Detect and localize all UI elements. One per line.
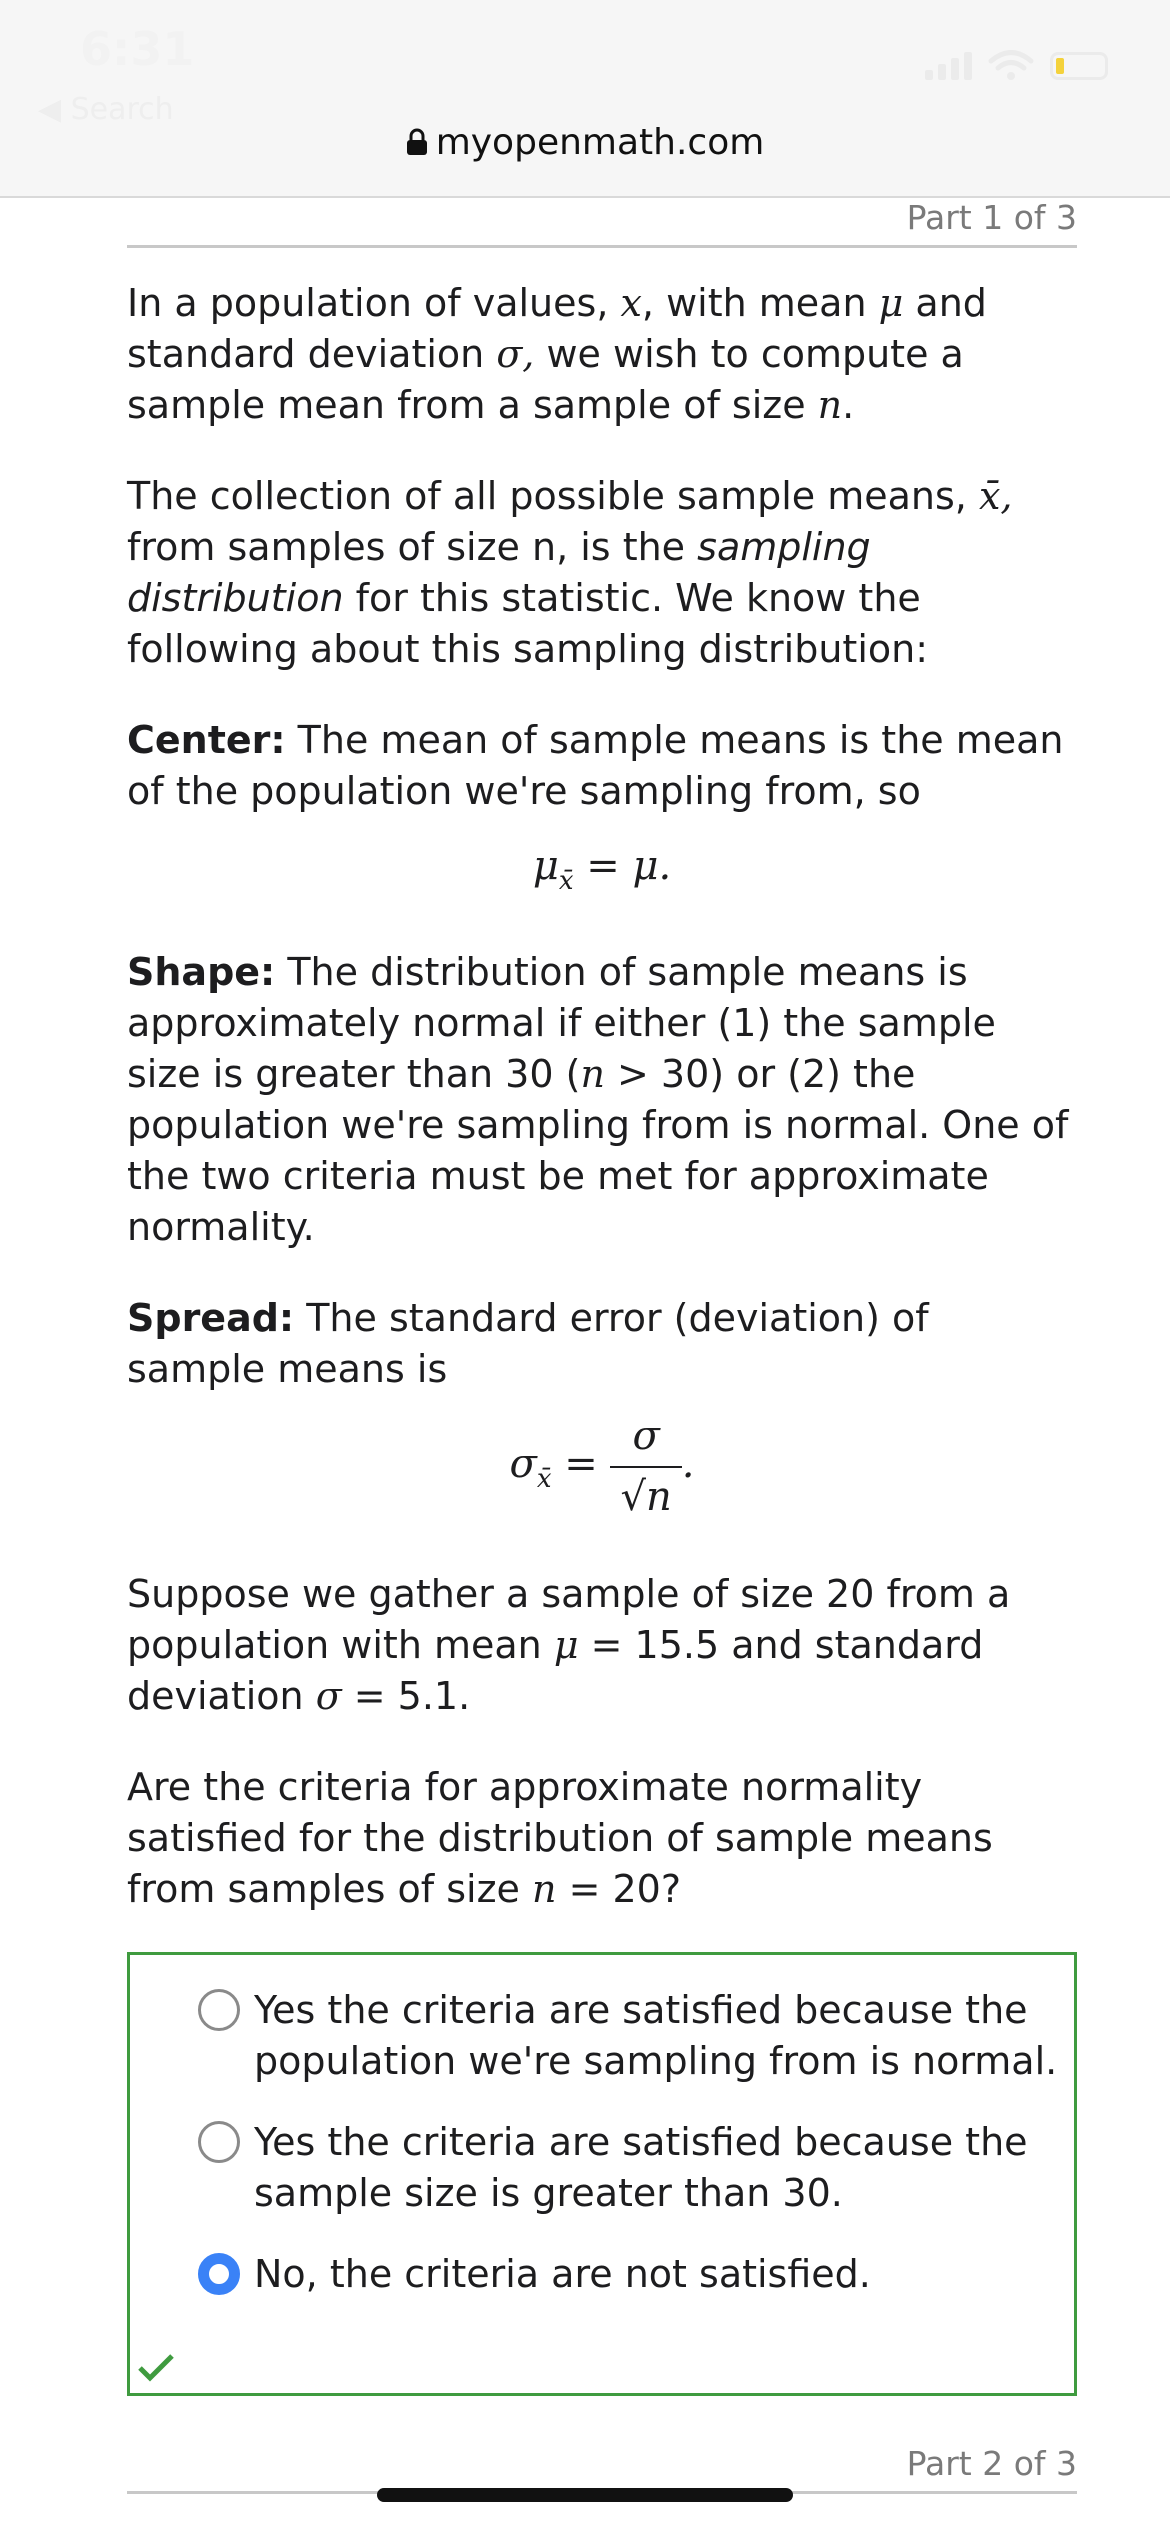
answer-option-1[interactable]: [198, 1985, 1058, 2087]
wifi-icon: [988, 50, 1034, 80]
radio-button-2[interactable]: [198, 2121, 240, 2163]
browser-header: [0, 0, 1170, 198]
back-to-search-link[interactable]: ◀ Search: [38, 92, 174, 127]
answer-option-3[interactable]: [198, 2249, 1058, 2300]
cellular-signal-icon: [925, 52, 972, 80]
shape-paragraph: Shape: The distribution of sample means is approximately normal if either (1) the sample size is greater than 30 (n > 30) or (2) the population we're sampling from is normal. One of the two criteria must be met for approximate normality.: [127, 950, 1069, 1249]
spread-paragraph: Spread: The standard error (deviation) of sample means is: [127, 1296, 929, 1391]
answer-choices: [127, 1952, 1077, 2396]
problem-paragraph: Suppose we gather a sample of size 20 from a population with mean μ = 15.5 and standard deviation σ = 5.1.: [127, 1572, 1011, 1718]
system-icons: [925, 50, 1108, 80]
answer-option-label: Yes the criteria are satisfied because the population we're sampling from is normal.: [254, 1988, 1058, 2083]
lock-icon: [406, 128, 428, 156]
intro-paragraph-1: In a population of values, x, with mean μ and standard deviation σ, we wish to compute a sample mean from a sample of size n.: [127, 281, 987, 427]
question-content: [127, 278, 1077, 1955]
answer-option-label: Yes the criteria are satisfied because the sample size is greater than 30.: [254, 2120, 1028, 2215]
center-formula: $\mu_{x̄} = \mu$.: [532, 843, 672, 896]
center-paragraph: Center: The mean of sample means is the mean of the population we're sampling from, so: [127, 718, 1064, 813]
intro-paragraph-2: The collection of all possible sample means, x̄, from samples of size n, is the sampling distribution for this statistic. We know the following about this sampling distribution:: [127, 474, 1013, 671]
answer-option-2[interactable]: [198, 2117, 1058, 2219]
correct-checkmark-icon: [136, 2351, 176, 2383]
address-bar[interactable]: [0, 122, 1170, 163]
spread-formula: $\sigma_{x̄}$ = $\frac{\sigma}{√n}$ .: [127, 1411, 1077, 1523]
radio-button-3-selected[interactable]: [198, 2253, 240, 2295]
answer-option-label: No, the criteria are not satisfied.: [254, 2252, 871, 2296]
battery-icon: [1050, 52, 1108, 80]
home-indicator[interactable]: [377, 2488, 793, 2502]
url-text: myopenmath.com: [435, 122, 765, 163]
clock: 6:31: [80, 22, 195, 76]
radio-button-1[interactable]: [198, 1989, 240, 2031]
part-2-header: Part 2 of 3: [127, 2444, 1077, 2494]
part-1-header: Part 1 of 3: [127, 198, 1077, 248]
question-paragraph: Are the criteria for approximate normality satisfied for the distribution of sample means from samples of size n = 20?: [127, 1765, 993, 1911]
